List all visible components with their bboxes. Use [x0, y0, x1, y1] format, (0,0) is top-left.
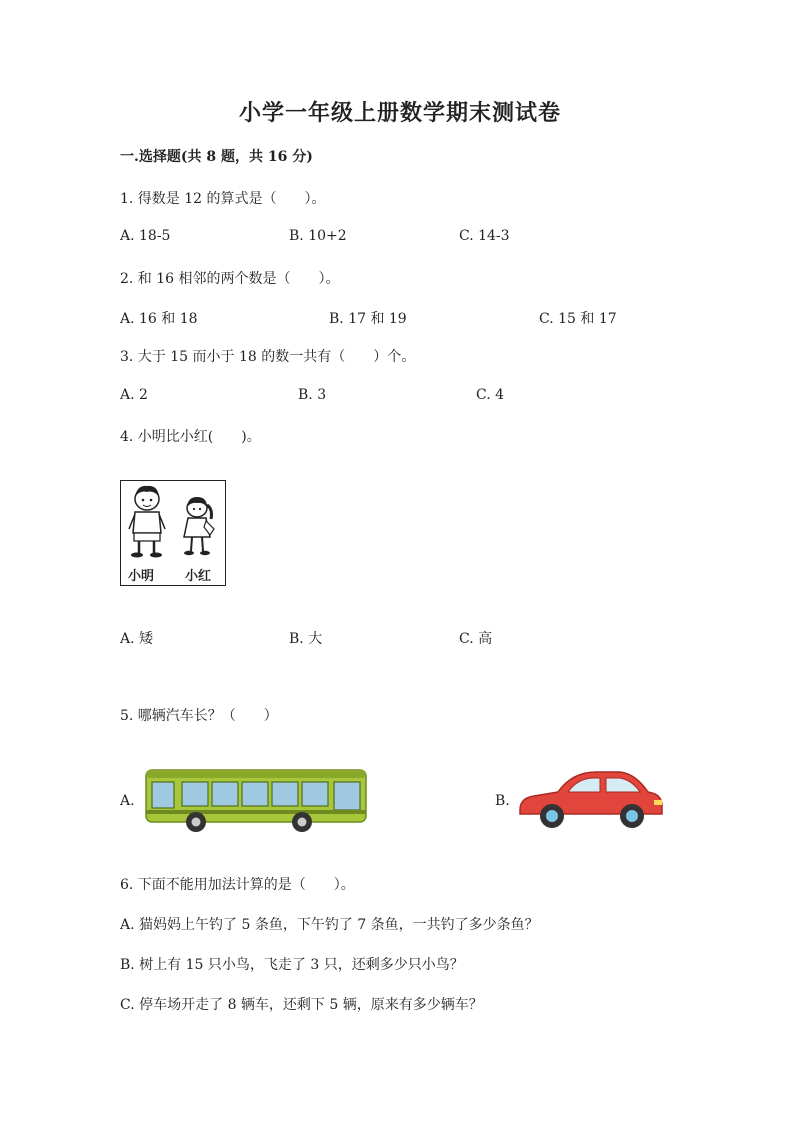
height-comparison-figure [120, 480, 226, 586]
question-2: 2. 和 16 相邻的两个数是（ ）。 [120, 271, 340, 287]
q3-option-b: B. 3 [298, 387, 327, 403]
question-3: 3. 大于 15 而小于 18 的数一共有（ ）个。 [120, 349, 416, 365]
q1-option-a: A. 18-5 [120, 228, 171, 244]
page-title: 小学一年级上册数学期末测试卷 [238, 100, 561, 126]
question-6: 6. 下面不能用加法计算的是（ ）。 [120, 877, 355, 893]
car-icon [516, 766, 666, 832]
q3-option-a: A. 2 [120, 387, 148, 403]
q4-option-b: B. 大 [289, 631, 323, 647]
question-5: 5. 哪辆汽车长？（ ） [120, 708, 278, 724]
q4-option-a: A. 矮 [120, 631, 154, 647]
q3-option-c: C. 4 [476, 387, 505, 403]
q1-option-c: C. 14-3 [459, 228, 510, 244]
girl-figure [184, 497, 214, 555]
q5-option-a: A. [120, 793, 135, 809]
q4-option-c: C. 高 [459, 631, 493, 647]
question-4: 4. 小明比小红( )。 [120, 429, 261, 445]
q2-option-c: C. 15 和 17 [539, 311, 617, 327]
section-heading: 一.选择题(共 8 题，共 16 分) [120, 149, 313, 165]
children-illustration [121, 481, 224, 563]
boy-figure [129, 486, 165, 558]
figure-label-xiaoming: 小明 [128, 569, 155, 584]
q6-option-b: B. 树上有 15 只小鸟，飞走了 3 只，还剩多少只小鸟？ [120, 957, 464, 973]
q1-option-b: B. 10+2 [289, 228, 347, 244]
question-1: 1. 得数是 12 的算式是（ ）。 [120, 191, 326, 207]
figure-label-xiaohong: 小红 [185, 569, 212, 584]
q6-option-a: A. 猫妈妈上午钓了 5 条鱼，下午钓了 7 条鱼，一共钓了多少条鱼？ [120, 917, 539, 933]
bus-icon [144, 766, 370, 834]
q2-option-b: B. 17 和 19 [329, 311, 407, 327]
q5-option-b: B. [495, 793, 510, 809]
q6-option-c: C. 停车场开走了 8 辆车，还剩下 5 辆，原来有多少辆车？ [120, 997, 483, 1013]
q2-option-a: A. 16 和 18 [120, 311, 198, 327]
